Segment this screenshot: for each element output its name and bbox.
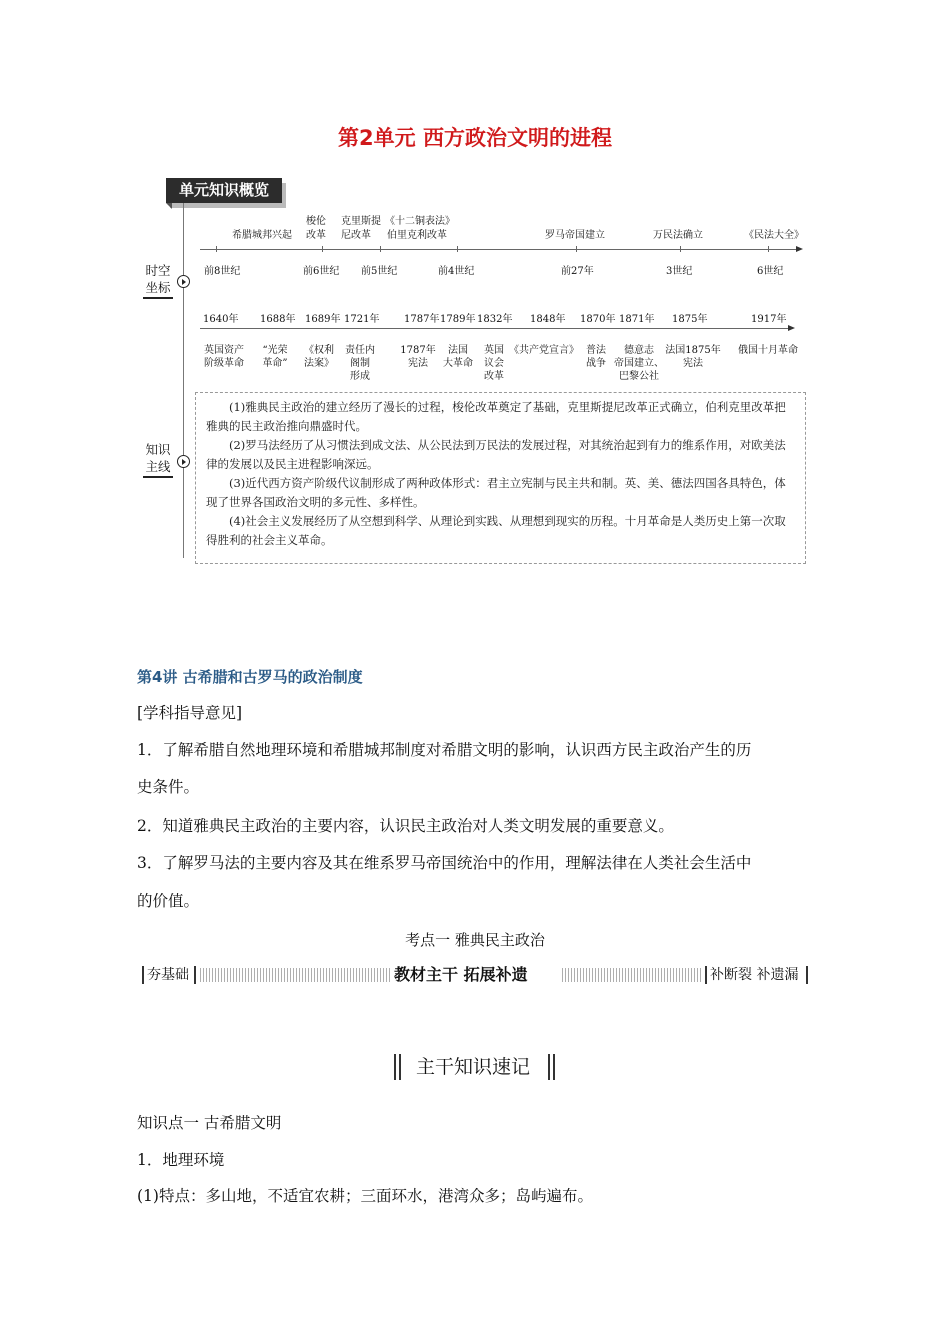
timeline-event: 俄国十月革命 bbox=[738, 345, 798, 356]
exam-point-title: 考点一 雅典民主政治 bbox=[405, 931, 545, 949]
timeline-year: 1875年 bbox=[672, 314, 708, 325]
timeline-year: 1640年 bbox=[203, 314, 239, 325]
timeline-event: “光荣 革命” bbox=[262, 345, 288, 369]
timeline-event: 《共产党宣言》 bbox=[509, 345, 579, 356]
timeline-year: 1871年 bbox=[619, 314, 655, 325]
band-texture bbox=[562, 968, 702, 982]
axis-tick bbox=[680, 246, 681, 252]
timeline-year: 1848年 bbox=[530, 314, 566, 325]
axis-tick bbox=[768, 246, 769, 252]
timeline-date: 前5世纪 bbox=[361, 266, 398, 277]
timeline-event: 《权利 法案》 bbox=[304, 345, 334, 369]
band-left-label: 夯基础 bbox=[147, 967, 189, 983]
timeline-event: 德意志 帝国建立、 巴黎公社 bbox=[614, 345, 664, 382]
timeline-year: 1789年 bbox=[440, 314, 476, 325]
timeline-axis bbox=[200, 249, 796, 250]
side-label-shikong-1: 时空 bbox=[145, 263, 171, 278]
band-divider bbox=[142, 966, 144, 984]
axis-arrow-icon bbox=[796, 246, 803, 252]
timeline-year: 1688年 bbox=[260, 314, 296, 325]
timeline-year: 1917年 bbox=[751, 314, 787, 325]
timeline-year: 1787年 bbox=[404, 314, 440, 325]
boxed-heading: 主干知识速记 bbox=[415, 1056, 530, 1078]
section-heading: 1．地理环境 bbox=[137, 1151, 225, 1169]
tag-corner bbox=[166, 203, 172, 209]
vertical-guide-line bbox=[183, 203, 184, 558]
timeline-event: 克里斯提 bbox=[341, 216, 381, 227]
timeline-event: 改革 bbox=[306, 230, 326, 241]
timeline-event: 《十二铜表法》 bbox=[385, 216, 455, 227]
side-underline bbox=[143, 297, 173, 299]
guidance-line: 3．了解罗马法的主要内容及其在维系罗马帝国统治中的作用，理解法律在人类社会生活中 bbox=[137, 854, 752, 872]
feature-text: (1)特点：多山地，不适宜农耕；三面环水，港湾众多；岛屿遍布。 bbox=[137, 1187, 593, 1205]
lecture-title: 第4讲 古希腊和古罗马的政治制度 bbox=[137, 668, 363, 686]
timeline-year: 1832年 bbox=[477, 314, 513, 325]
band-divider bbox=[194, 966, 196, 984]
timeline-event: 责任内 阁制 形成 bbox=[345, 345, 375, 382]
timeline-date: 前8世纪 bbox=[204, 266, 241, 277]
main-line-item: (2)罗马法经历了从习惯法到成文法、从公民法到万民法的发展过程，对其统治起到有力的维系作用，对欧美法律的发展以及民主进程影响深远。 bbox=[206, 438, 786, 471]
main-line-item: (1)雅典民主政治的建立经历了漫长的过程，梭伦改革奠定了基础，克里斯提尼改革正式确立，伯利克里改革把雅典的民主政治推向鼎盛时代。 bbox=[206, 400, 786, 433]
axis-tick bbox=[216, 246, 217, 252]
play-arrow-icon bbox=[177, 455, 190, 468]
guidance-line: 的价值。 bbox=[137, 892, 200, 910]
band-right-label: 补断裂 补遗漏 bbox=[710, 967, 799, 983]
timeline-year: 1721年 bbox=[344, 314, 380, 325]
timeline-event: 法国 大革命 bbox=[443, 345, 473, 369]
timeline-year: 1870年 bbox=[580, 314, 616, 325]
heading-bracket bbox=[548, 1054, 550, 1080]
axis-arrow-icon bbox=[788, 325, 795, 331]
timeline-event: 普法 战争 bbox=[586, 345, 606, 369]
timeline-event: 尼改革 bbox=[341, 230, 371, 241]
side-label-shikong-2: 坐标 bbox=[145, 280, 171, 295]
timeline-event: 英国资产 阶级革命 bbox=[204, 345, 244, 369]
section-band bbox=[142, 964, 808, 986]
timeline-event: 梭伦 bbox=[306, 216, 326, 227]
timeline-event: 法国1875年 宪法 bbox=[665, 345, 721, 369]
timeline-event: 伯里克利改革 bbox=[387, 230, 447, 241]
timeline-date: 前4世纪 bbox=[438, 266, 475, 277]
guidance-line: 史条件。 bbox=[137, 778, 200, 796]
timeline-date: 3世纪 bbox=[666, 266, 693, 277]
knowledge-point-title: 知识点一 古希腊文明 bbox=[137, 1114, 282, 1132]
main-line-text bbox=[206, 398, 796, 550]
timeline-event: 罗马帝国建立 bbox=[545, 230, 605, 241]
timeline-date: 6世纪 bbox=[757, 266, 784, 277]
side-label-zhishi-2: 主线 bbox=[145, 459, 171, 474]
guidance-heading: [学科指导意见] bbox=[137, 704, 243, 722]
axis-tick bbox=[457, 246, 458, 252]
axis-tick bbox=[576, 246, 577, 252]
timeline-event: 希腊城邦兴起 bbox=[232, 230, 292, 241]
band-center-label: 教材主干 拓展补遗 bbox=[394, 965, 528, 984]
side-underline bbox=[143, 476, 173, 478]
timeline-date: 前6世纪 bbox=[303, 266, 340, 277]
timeline-year: 1689年 bbox=[305, 314, 341, 325]
heading-bracket bbox=[553, 1054, 555, 1080]
timeline-event: 万民法确立 bbox=[653, 230, 703, 241]
axis-tick bbox=[380, 246, 381, 252]
timeline-event: 《民法大全》 bbox=[744, 230, 804, 241]
side-label-zhishi-1: 知识 bbox=[145, 442, 171, 457]
main-line-item: (4)社会主义发展经历了从空想到科学、从理论到实践、从理想到现实的历程。十月革命是人类历史上第一次取得胜利的社会主义革命。 bbox=[206, 514, 786, 547]
overview-tag: 单元知识概览 bbox=[166, 178, 282, 203]
timeline-event: 英国 议会 改革 bbox=[484, 345, 504, 382]
guidance-line: 1．了解希腊自然地理环境和希腊城邦制度对希腊文明的影响，认识西方民主政治产生的历 bbox=[137, 741, 752, 759]
band-divider bbox=[705, 966, 707, 984]
axis-tick bbox=[322, 246, 323, 252]
unit-title: 第2单元 西方政治文明的进程 bbox=[338, 126, 612, 150]
play-arrow-icon bbox=[177, 275, 190, 288]
timeline-date: 前27年 bbox=[561, 266, 594, 277]
band-texture bbox=[200, 968, 390, 982]
timeline-event: 1787年 宪法 bbox=[400, 345, 436, 369]
main-line-item: (3)近代西方资产阶级代议制形成了两种政体形式：君主立宪制与民主共和制。英、美、德法四国各具特色，体现了世界各国政治文明的多元性、多样性。 bbox=[206, 476, 786, 509]
timeline-axis bbox=[200, 328, 788, 329]
band-divider bbox=[806, 966, 808, 984]
guidance-line: 2．知道雅典民主政治的主要内容，认识民主政治对人类文明发展的重要意义。 bbox=[137, 817, 674, 835]
